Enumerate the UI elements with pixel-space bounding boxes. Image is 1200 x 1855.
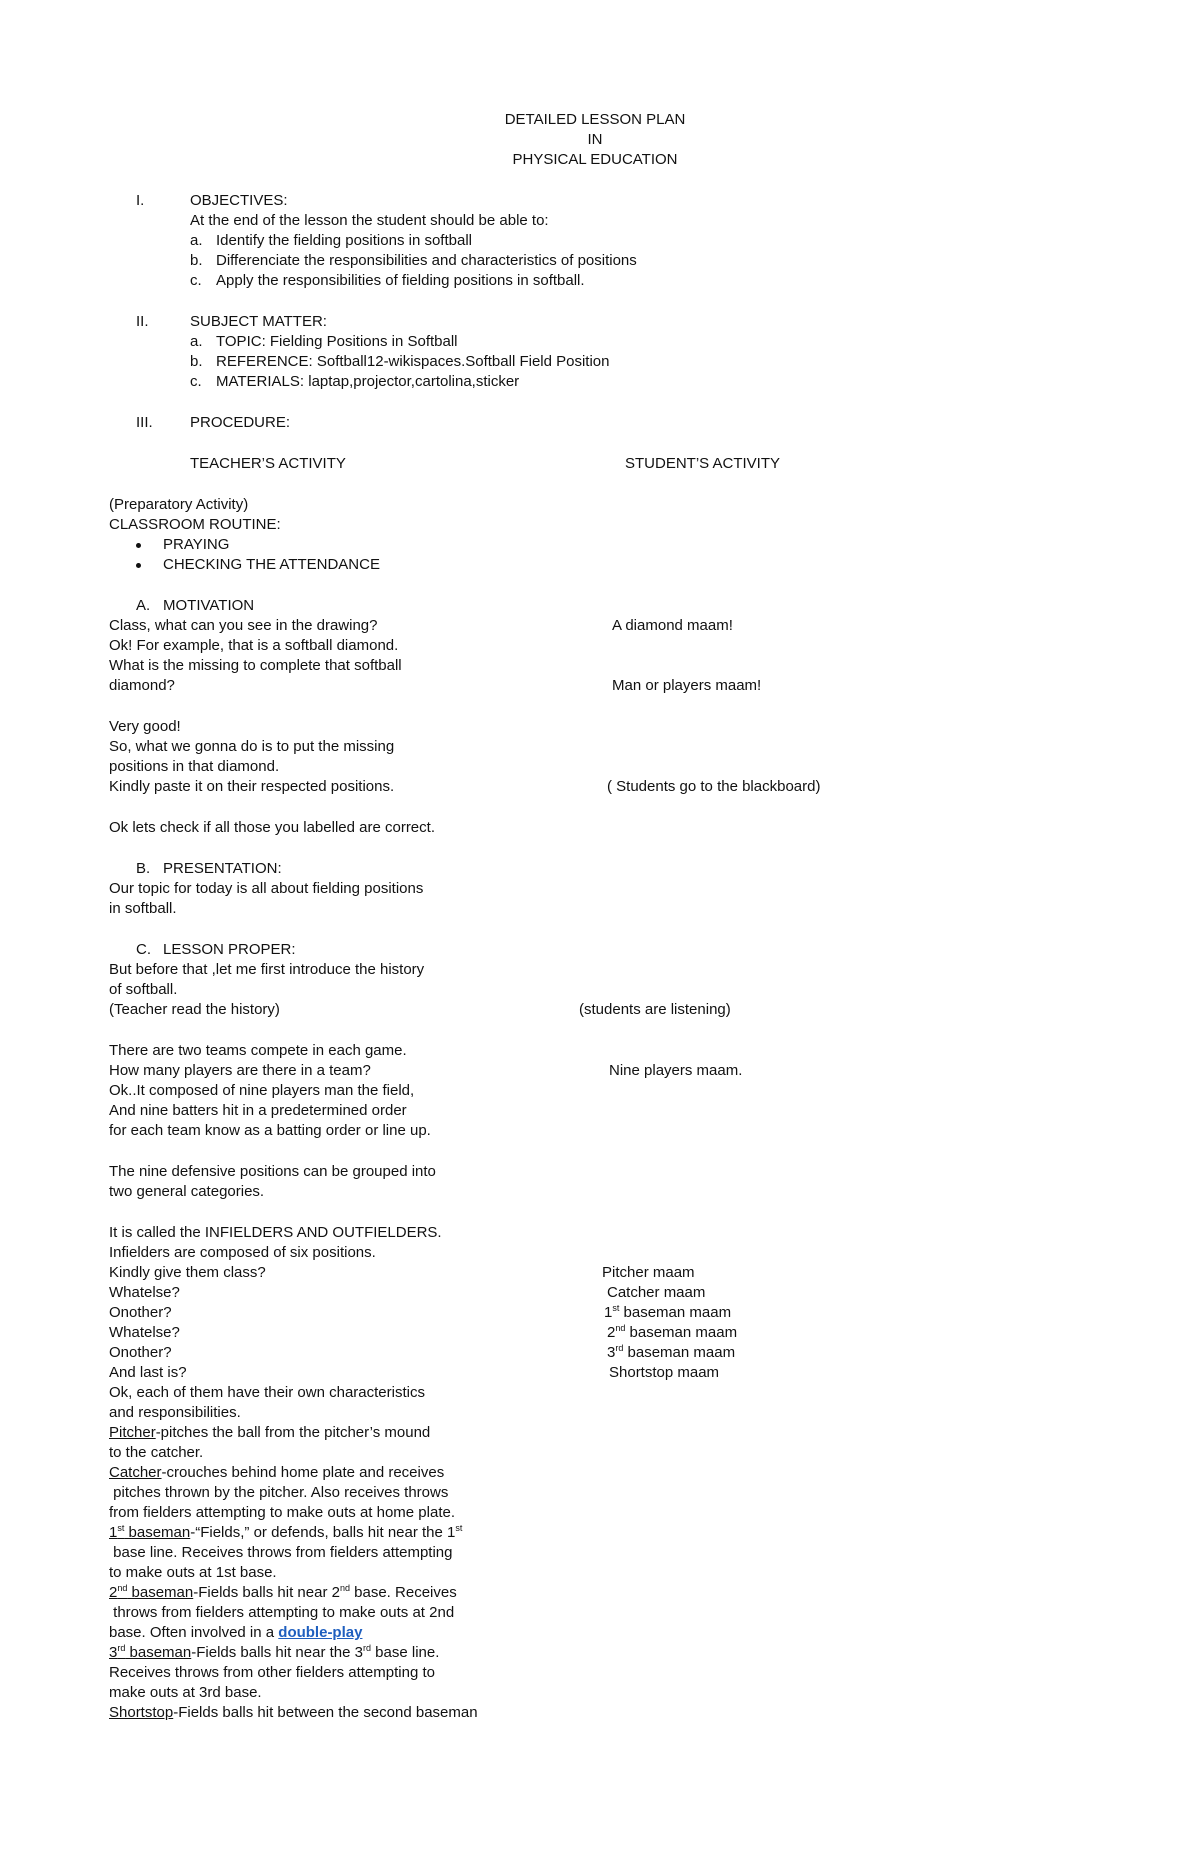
subject-item: MATERIALS: laptap,projector,cartolina,sticker [216,373,520,390]
student-response: ( Students go to the blackboard) [607,778,821,795]
teacher-line: (Teacher read the history) [109,1001,280,1018]
teacher-line: The nine defensive positions can be grouped into [109,1163,436,1180]
list-letter: c. [190,272,202,289]
student-response: 1st baseman maam [604,1303,732,1321]
student-response: Man or players maam! [612,677,762,694]
teacher-line: It is called the INFIELDERS AND OUTFIELDERS. [109,1224,442,1241]
student-activity-header: STUDENT’S ACTIVITY [625,455,781,472]
position-definition-second-baseman: 2nd baseman-Fields balls hit near 2nd base. Receives [109,1583,457,1601]
objective-item: Differenciate the responsibilities and characteristics of positions [216,252,637,269]
teacher-line: Kindly paste it on their respected positions. [109,778,395,795]
student-response: 2nd baseman maam [607,1323,738,1341]
position-term: Shortstop [109,1704,174,1721]
teacher-line: Whatelse? [109,1324,180,1341]
teacher-line: And nine batters hit in a predetermined order [109,1102,407,1119]
routine-item: CHECKING THE ATTENDANCE [163,556,380,573]
subject-item: REFERENCE: Softball12-wikispaces.Softball Field Position [216,353,610,370]
student-response: Shortstop maam [609,1364,720,1381]
objective-item: Identify the fielding positions in softball [216,232,472,249]
preparatory-label: (Preparatory Activity) [109,496,249,513]
subsection-title: PRESENTATION: [163,860,282,877]
definition-line: pitches thrown by the pitcher. Also receives throws [109,1484,449,1501]
teacher-line: diamond? [109,677,175,694]
teacher-line: Infielders are composed of six positions. [109,1244,376,1261]
definition-line: from fielders attempting to make outs at home plate. [109,1504,456,1521]
classroom-routine-label: CLASSROOM ROUTINE: [109,516,281,533]
position-term: 3rd baseman [109,1643,192,1661]
teacher-line: Very good! [109,718,181,735]
double-play-link[interactable]: double-play [278,1624,363,1641]
definition-line: base line. Receives throws from fielders attempting [109,1544,453,1561]
objective-item: Apply the responsibilities of fielding positions in softball. [216,272,585,289]
teacher-line: Kindly give them class? [109,1264,266,1281]
teacher-line: in softball. [109,900,177,917]
student-response: Catcher maam [607,1284,706,1301]
teacher-line: Whatelse? [109,1284,180,1301]
subsection-letter: A. [136,597,151,614]
position-definition-first-baseman: 1st baseman-“Fields,” or defends, balls hit near the 1st [109,1523,463,1541]
position-term: Pitcher [109,1424,156,1441]
teacher-activity-header: TEACHER’S ACTIVITY [190,455,346,472]
subsection-letter: C. [136,941,151,958]
definition-line: throws from fielders attempting to make outs at 2nd [109,1604,455,1621]
student-response: (students are listening) [579,1001,731,1018]
routine-item: PRAYING [163,536,230,553]
subsection-letter: B. [136,860,151,877]
section-number: II. [136,313,149,330]
teacher-line: of softball. [109,981,178,998]
teacher-line: Class, what can you see in the drawing? [109,617,378,634]
position-term: Catcher [109,1464,162,1481]
teacher-line: positions in that diamond. [109,758,280,775]
position-definition-catcher: Catcher-crouches behind home plate and receives [109,1464,445,1481]
teacher-line: And last is? [109,1364,187,1381]
teacher-line: Onother? [109,1304,172,1321]
position-definition-pitcher: Pitcher-pitches the ball from the pitcher’s mound [109,1424,431,1441]
teacher-line: What is the missing to complete that softball [109,657,402,674]
position-term: 1st baseman [109,1523,191,1541]
section-number: III. [136,414,153,431]
position-term: 2nd baseman [109,1583,194,1601]
section-title: OBJECTIVES: [190,192,288,209]
doc-title-line1: DETAILED LESSON PLAN [504,111,686,128]
bullet-dot-icon [136,543,141,548]
objectives-intro: At the end of the lesson the student should be able to: [190,212,549,229]
student-response: A diamond maam! [612,617,733,634]
subject-item: TOPIC: Fielding Positions in Softball [216,333,458,350]
list-letter: c. [190,373,202,390]
teacher-line: But before that ,let me first introduce the history [109,961,425,978]
section-title: SUBJECT MATTER: [190,313,327,330]
section-title: PROCEDURE: [190,414,291,431]
teacher-line: Our topic for today is all about fielding positions [109,880,424,897]
teacher-line: for each team know as a batting order or line up. [109,1122,431,1139]
doc-title-line2: IN [587,131,603,148]
student-response: Pitcher maam [602,1264,695,1281]
teacher-line: Ok lets check if all those you labelled are correct. [109,819,435,836]
teacher-line: Ok..It composed of nine players man the field, [109,1082,415,1099]
subsection-title: MOTIVATION [163,597,255,614]
list-letter: b. [190,252,203,269]
section-number: I. [136,192,145,209]
teacher-line: Ok, each of them have their own characteristics [109,1384,425,1401]
list-letter: a. [190,333,203,350]
definition-line: to make outs at 1st base. [109,1564,277,1581]
list-letter: b. [190,353,203,370]
definition-line: Receives throws from other fielders attempting to [109,1664,435,1681]
position-definition-shortstop: Shortstop-Fields balls hit between the second baseman [109,1704,478,1721]
definition-line: to the catcher. [109,1444,204,1461]
bullet-dot-icon [136,563,141,568]
teacher-line: So, what we gonna do is to put the missing [109,738,395,755]
list-letter: a. [190,232,203,249]
teacher-line: There are two teams compete in each game. [109,1042,407,1059]
definition-line: base. Often involved in a double-play [109,1624,363,1641]
teacher-line: Onother? [109,1344,172,1361]
subsection-title: LESSON PROPER: [163,941,296,958]
teacher-line: How many players are there in a team? [109,1062,371,1079]
definition-line: make outs at 3rd base. [109,1684,262,1701]
teacher-line: Ok! For example, that is a softball diamond. [109,637,399,654]
teacher-line: and responsibilities. [109,1404,241,1421]
doc-title-line3: PHYSICAL EDUCATION [512,151,678,168]
student-response: 3rd baseman maam [607,1343,736,1361]
teacher-line: two general categories. [109,1183,265,1200]
student-response: Nine players maam. [609,1062,743,1079]
position-definition-third-baseman: 3rd baseman-Fields balls hit near the 3rd base line. [109,1643,440,1661]
